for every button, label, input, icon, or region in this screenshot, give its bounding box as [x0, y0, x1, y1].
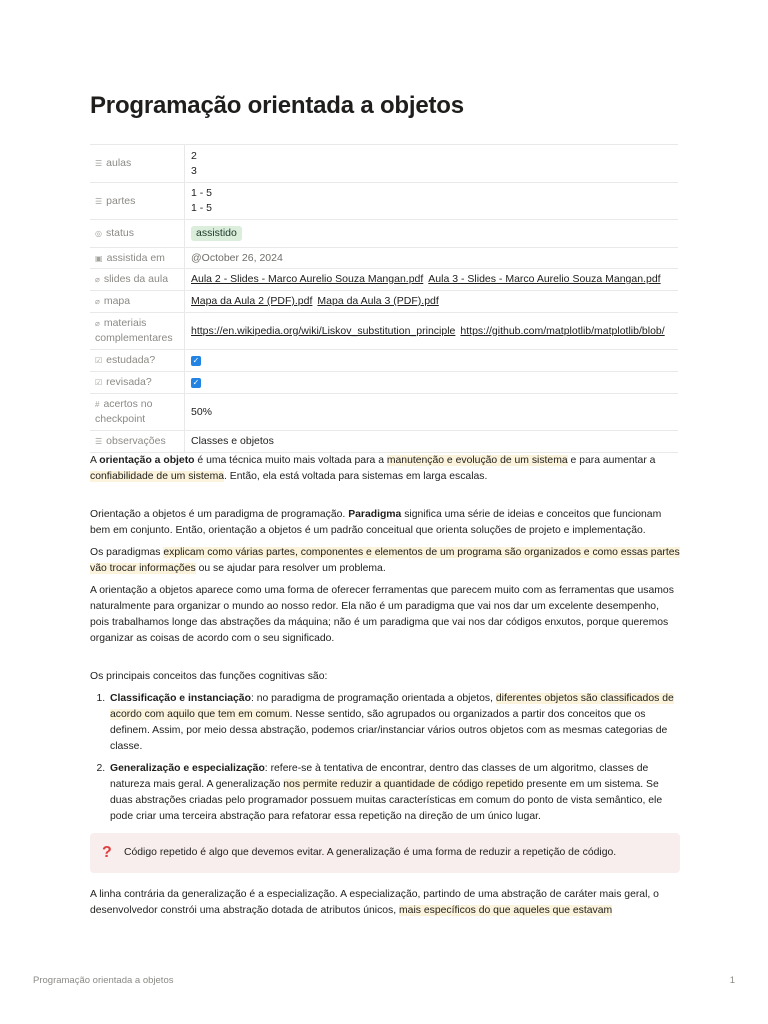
footer-title: Programação orientada a objetos [33, 975, 174, 986]
paragraph: Os principais conceitos das funções cognitivas são: [90, 671, 328, 682]
wikipedia-link[interactable]: https://en.wikipedia.org/wiki/Liskov_substitution_principle [191, 324, 456, 337]
property-value: 3 [191, 164, 197, 177]
calendar-icon: ▣ [95, 253, 103, 263]
paragraph: Os paradigmas explicam como várias partes, componentes e elementos de um programa são organizados e como essas partes vão trocar informações ou se ajudar para resolver um problema. [90, 547, 680, 574]
property-label: assistida em [106, 251, 165, 264]
property-label: materiais [103, 317, 147, 329]
status-badge[interactable]: assistido [191, 226, 242, 241]
property-value: Classes e objetos [191, 435, 274, 447]
property-label: acertos no [103, 398, 153, 410]
property-acertos[interactable] [90, 394, 678, 431]
date-value: @October 26, 2024 [191, 251, 283, 264]
property-partes[interactable] [90, 183, 678, 220]
question-mark-icon: ? [102, 844, 112, 861]
property-label: checkpoint [95, 413, 146, 425]
property-value: 2 [191, 149, 197, 162]
hash-icon: # [95, 400, 100, 409]
property-materiais [90, 313, 678, 350]
revisada-checkbox[interactable]: ✓ [192, 377, 200, 387]
property-mapa [90, 291, 678, 313]
paperclip-icon: ⌀ [95, 319, 100, 328]
properties-table [90, 144, 678, 453]
property-aulas[interactable] [90, 145, 678, 183]
page-number: 1 [729, 975, 735, 986]
highlight: diferentes objetos são classificados de acordo com aquilo que tem em comum [110, 693, 674, 720]
callout [90, 833, 680, 873]
numbered-list [90, 691, 680, 825]
list-icon: ☰ [95, 437, 103, 446]
property-value: 1 - 5 [191, 202, 213, 214]
property-label: complementares [95, 332, 173, 344]
property-revisada[interactable] [90, 372, 678, 394]
page-content [90, 453, 680, 925]
list-icon: ☰ [95, 159, 103, 168]
highlight: nos permite reduzir a quantidade de código repetido [283, 779, 524, 790]
highlight: manutenção e evolução de um sistema [386, 455, 568, 466]
property-label: partes [106, 194, 136, 207]
page-title: Programação orientada a objetos [90, 92, 464, 119]
highlight: confiabilidade de um sistema [90, 471, 224, 482]
list-item: 1. Classificação e instanciação: no paradigma de programação orientada a objetos, diferentes objetos são classificados de acordo com aquilo que tem em comum. Nesse sentido, são agrupados ou organizados a partir dos conceitos que os definem. Assim, por meio dessa abstração, podemos criar/instanciar vários outros objetos com as mesmas categorias de classe. [108, 691, 680, 755]
property-label: slides da aula [103, 273, 169, 285]
property-label: estudada? [106, 354, 156, 366]
property-value: 50% [191, 405, 213, 418]
property-observacoes[interactable] [90, 431, 678, 453]
checkbox-icon: ☑ [95, 356, 103, 365]
callout-text: Código repetido é algo que devemos evitar. A generalização é uma forma de reduzir a repetição de código. [124, 847, 617, 858]
slides-link-aula-2[interactable]: Aula 2 - Slides - Marco Aurelio Souza Mangan.pdf [191, 273, 424, 285]
estudada-checkbox[interactable]: ✓ [192, 355, 200, 365]
highlight: mais específicos do que aqueles que estavam [399, 905, 613, 916]
paragraph: Orientação a objetos é um paradigma de programação. Paradigma significa uma série de ideias e conceitos que funcionam bem em conjunto. Então, orientação a objetos é um padrão conceitual que orienta soluções de projeto e implementação. [90, 509, 662, 536]
highlight: explicam como várias partes, componentes e elementos de um programa são organizados e como essas partes vão trocar informações [90, 547, 680, 574]
status-icon: ◎ [95, 229, 102, 238]
property-assistida-em[interactable] [90, 248, 678, 269]
mapa-link-aula-3[interactable]: Mapa da Aula 3 (PDF).pdf [317, 295, 439, 307]
property-label: status [105, 227, 134, 239]
mapa-link-aula-2[interactable]: Mapa da Aula 2 (PDF).pdf [191, 295, 313, 307]
checkbox-icon: ☑ [95, 378, 103, 387]
github-link[interactable]: https://github.com/matplotlib/matplotlib/blob/ [460, 324, 665, 337]
property-status[interactable] [90, 220, 678, 248]
property-slides [90, 269, 678, 291]
property-label: revisada? [106, 376, 152, 388]
list-item: 2. Generalização e especialização: refere-se à tentativa de encontrar, dentro das classes de um algoritmo, classes de natureza mais geral. A generalização nos permite reduzir a quantidade de código repetido presente em um sistema. Se duas abstrações criadas pelo programador possuem muitas características em comum do ponto de vista semântico, ele pode criar uma terceira abstração para refatorar essa repetição na direção de um único lugar. [108, 761, 680, 825]
property-label: mapa [103, 295, 131, 307]
property-label: aulas [106, 157, 132, 169]
paragraph: A linha contrária da generalização é a especialização. A especialização, partindo de uma abstração de caráter mais geral, o desenvolvedor constrói uma abstração dotada de atributos únicos, mais específicos do que aqueles que estavam [90, 889, 659, 916]
paperclip-icon: ⌀ [95, 275, 100, 284]
property-label: observações [106, 435, 166, 447]
list-icon: ☰ [95, 196, 103, 206]
property-value: 1 - 5 [191, 187, 213, 199]
property-estudada[interactable] [90, 350, 678, 372]
slides-link-aula-3[interactable]: Aula 3 - Slides - Marco Aurelio Souza Mangan.pdf [428, 273, 661, 285]
paragraph: A orientação a objetos aparece como uma forma de oferecer ferramentas que parecem muito com as ferramentas que usamos naturalmente para organizar o mundo ao nosso redor. Ela não é um paradigma que vai nos dar um excelente desempenho, pois trabalhamos longe das abstrações da máquina; não é um paradigma que vai nos dar códigos enxutos, porque queremos organizar as coisas de acordo com o seu significado. [90, 585, 674, 644]
paragraph: A orientação a objeto é uma técnica muito mais voltada para a manutenção e evolução de um sistema e para aumentar a confiabilidade de um sistema. Então, ela está voltada para sistemas em larga escalas. [90, 455, 656, 482]
page-footer [33, 975, 735, 986]
paperclip-icon: ⌀ [95, 297, 100, 306]
